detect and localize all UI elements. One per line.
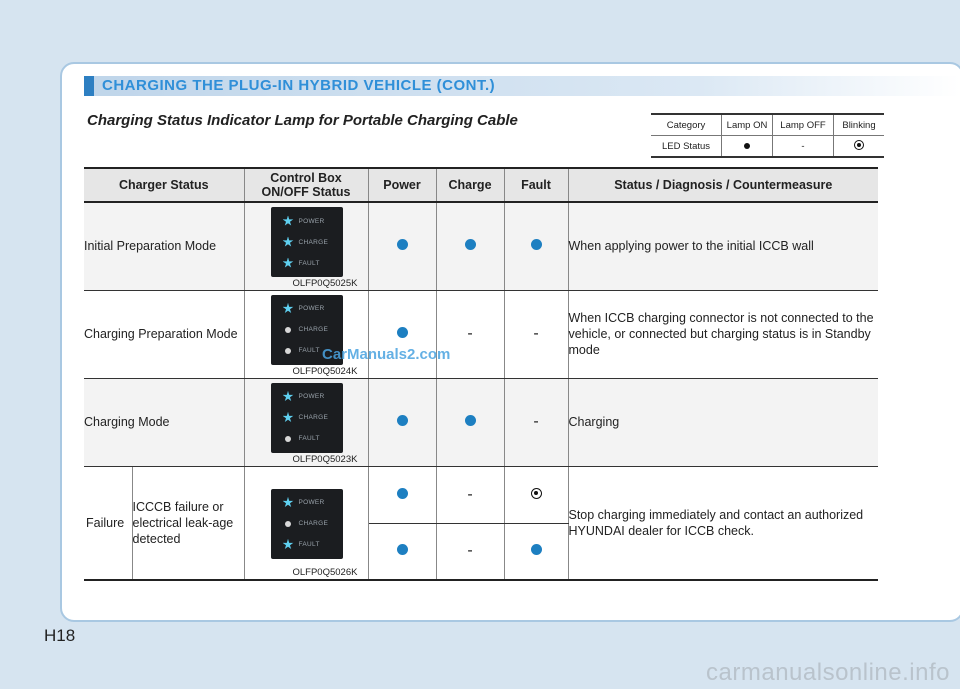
legend-lamp-on-cell (722, 136, 773, 158)
legend-table (651, 113, 884, 158)
header-charger-status: Charger Status (84, 168, 244, 202)
header-power: Power (368, 168, 436, 202)
table-row (84, 466, 878, 523)
charge-lamp-on-icon (283, 237, 294, 248)
power-cell (368, 523, 436, 580)
charge-lamp-off-icon (285, 327, 291, 333)
header-fault: Fault (504, 168, 568, 202)
row-description: Stop charging immediately and contact an authorized HYUNDAI dealer for ICCB check. (568, 466, 878, 580)
legend-row-label: LED Status (651, 136, 722, 158)
power-cell (368, 378, 436, 466)
table-header-row (84, 168, 878, 202)
control-box-panel: POWER CHARGE FAULT (271, 295, 343, 365)
table-row (84, 202, 878, 290)
fault-lamp-off-icon (285, 436, 291, 442)
fault-cell: - (504, 378, 568, 466)
control-box-panel: POWER CHARGE FAULT (271, 383, 343, 453)
blinking-dot-icon (854, 140, 864, 150)
row-description: Charging (568, 378, 878, 466)
charge-lamp-off-icon (285, 521, 291, 527)
charge-cell (436, 378, 504, 466)
control-box-image (244, 466, 368, 580)
row-description: When ICCB charging connector is not connected to the vehicle, or connected but charging status is in Standby mode (568, 290, 878, 378)
fault-lamp-on-icon (283, 258, 294, 269)
charging-status-table (84, 167, 878, 581)
legend-lamp-off-cell: - (773, 136, 834, 158)
watermark-carmanuals2: CarManuals2.com (322, 346, 451, 363)
legend-header-lamp-on: Lamp ON (722, 114, 773, 136)
lamp-on-icon (397, 415, 408, 426)
control-box-image (244, 378, 368, 466)
control-box-panel: POWER CHARGE FAULT (271, 489, 343, 559)
header-charge: Charge (436, 168, 504, 202)
charge-cell (436, 202, 504, 290)
lamp-on-icon (465, 415, 476, 426)
power-lamp-on-icon (283, 497, 294, 508)
watermark-carmanualsonline: carmanualsonline.info (706, 659, 950, 686)
charge-cell: - (436, 523, 504, 580)
control-box-image (244, 290, 368, 378)
lamp-on-icon (397, 327, 408, 338)
lamp-on-icon (397, 544, 408, 555)
section-title: CHARGING THE PLUG-IN HYBRID VEHICLE (CONT.) (102, 77, 496, 94)
header-control-box: Control Box ON/OFF Status (244, 168, 368, 202)
power-cell (368, 466, 436, 523)
page-number: H18 (44, 626, 76, 645)
fault-cell (504, 523, 568, 580)
section-header-accent (84, 76, 94, 96)
power-cell (368, 290, 436, 378)
image-code: OLFP0Q5026K (292, 567, 358, 578)
table-row (84, 290, 878, 378)
lamp-on-dot-icon (744, 143, 750, 149)
lamp-on-icon (531, 239, 542, 250)
lamp-on-icon (397, 239, 408, 250)
legend-header-category: Category (651, 114, 722, 136)
row-status: Failure (84, 466, 132, 580)
lamp-on-icon (531, 544, 542, 555)
power-cell (368, 202, 436, 290)
control-box-image (244, 202, 368, 290)
fault-cell: - (504, 290, 568, 378)
legend-blinking-cell (834, 136, 885, 158)
row-sub-status: ICCCB failure or electrical leak-age detected (132, 466, 244, 580)
fault-cell (504, 466, 568, 523)
legend-header-row (651, 114, 884, 136)
legend-header-blinking: Blinking (834, 114, 885, 136)
fault-cell (504, 202, 568, 290)
charge-lamp-on-icon (283, 412, 294, 423)
row-status: Charging Preparation Mode (84, 290, 244, 378)
power-lamp-on-icon (283, 303, 294, 314)
control-box-panel: POWER CHARGE FAULT (271, 207, 343, 277)
row-status: Charging Mode (84, 378, 244, 466)
fault-lamp-on-icon (283, 539, 294, 550)
image-code: OLFP0Q5023K (292, 453, 358, 465)
power-lamp-on-icon (283, 391, 294, 402)
lamp-on-icon (397, 488, 408, 499)
legend-status-row (651, 136, 884, 158)
blinking-icon (531, 488, 542, 499)
image-code: OLFP0Q5025K (292, 277, 358, 289)
row-status: Initial Preparation Mode (84, 202, 244, 290)
power-lamp-on-icon (283, 216, 294, 227)
charge-cell: - (436, 466, 504, 523)
lamp-on-icon (465, 239, 476, 250)
charge-cell: - (436, 290, 504, 378)
header-status-diagnosis: Status / Diagnosis / Countermeasure (568, 168, 878, 202)
row-description: When applying power to the initial ICCB wall (568, 202, 878, 290)
subtitle: Charging Status Indicator Lamp for Portable Charging Cable (87, 112, 518, 129)
image-code: OLFP0Q5024K (292, 365, 358, 377)
table-row (84, 378, 878, 466)
fault-lamp-off-icon (285, 348, 291, 354)
legend-header-lamp-off: Lamp OFF (773, 114, 834, 136)
